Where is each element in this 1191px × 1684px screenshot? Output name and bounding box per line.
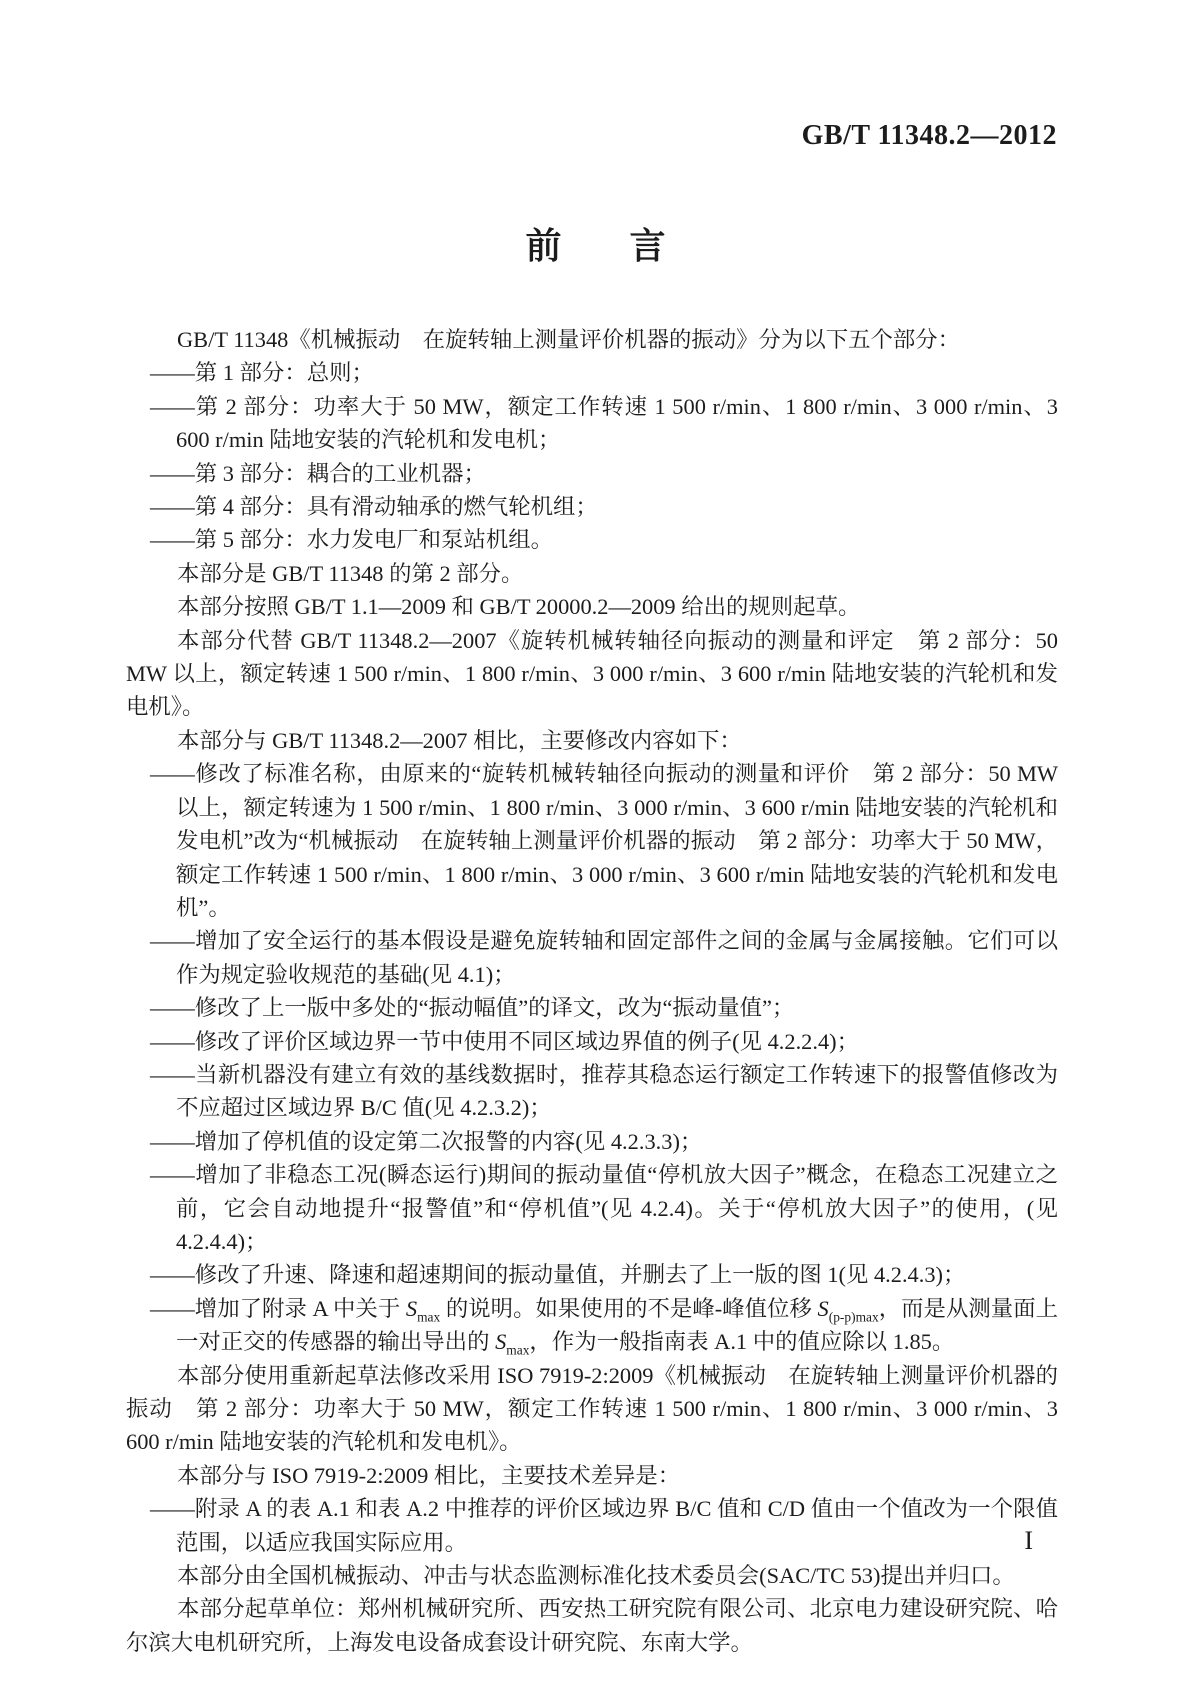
text-run: ——增加了附录 A 中关于 (150, 1295, 406, 1321)
paragraph (126, 1025, 1058, 1058)
text-run: ——增加了安全运行的基本假设是避免旋转轴和固定部件之间的金属与金属接触。它们可以作为规定验收规范的基础(见 4.1)； (150, 928, 1058, 987)
paragraph (126, 1258, 1058, 1291)
text-run: 本部分与 ISO 7919-2:2009 相比，主要技术差异是： (177, 1462, 681, 1488)
foreword-body (126, 323, 1058, 1659)
paragraph (126, 356, 1058, 389)
subscript-text: max (417, 1309, 441, 1325)
page-number: I (1024, 1526, 1033, 1555)
text-run: 本部分与 GB/T 11348.2—2007 相比，主要修改内容如下： (177, 727, 742, 753)
text-run: ——第 5 部分：水力发电厂和泵站机组。 (150, 527, 554, 553)
paragraph (126, 1125, 1058, 1158)
text-run: ——修改了上一版中多处的“振动幅值”的译文，改为“振动量值”； (150, 995, 795, 1021)
paragraph (126, 457, 1058, 490)
text-run: 的说明。如果使用的不是峰-峰值位移 (440, 1295, 818, 1321)
text-run: ——当新机器没有建立有效的基线数据时，推荐其稳态运行额定工作转速下的报警值修改为不应超过区域边界 B/C 值(见 4.2.3.2)； (150, 1061, 1058, 1121)
text-run: ——第 2 部分：功率大于 50 MW，额定工作转速 1 500 r/min、1 800 r/min、3 000 r/min、3 600 r/min 陆地安装的汽轮机和发电机； (150, 393, 1058, 453)
text-run: ——修改了升速、降速和超速期间的振动量值，并删去了上一版的图 1(见 4.2.4.3)； (150, 1262, 966, 1288)
text-run: ——第 3 部分：耦合的工业机器； (150, 460, 486, 486)
paragraph (126, 924, 1058, 991)
text-run: ——第 4 部分：具有滑动轴承的燃气轮机组； (150, 494, 598, 520)
paragraph (126, 1559, 1058, 1592)
paragraph (126, 557, 1058, 590)
text-run: 本部分起草单位：郑州机械研究所、西安热工研究院有限公司、北京电力建设研究院、哈尔滨大电机研究所，上海发电设备成套设计研究院、东南大学。 (126, 1596, 1058, 1655)
paragraph (126, 490, 1058, 523)
page-title-text: 前言 (525, 225, 734, 266)
paragraph (126, 724, 1058, 757)
text-run: ——第 1 部分：总则； (150, 360, 374, 386)
variable-symbol: S (817, 1295, 829, 1321)
paragraph (126, 624, 1058, 724)
text-run: 本部分由全国机械振动、冲击与状态监测标准化技术委员会(SAC/TC 53)提出并归口。 (177, 1563, 1015, 1589)
variable-symbol: S (495, 1329, 507, 1355)
text-run: ，作为一般指南表 A.1 中的值应除以 1.85。 (529, 1329, 955, 1355)
text-run: ——增加了停机值的设定第二次报警的内容(见 4.2.3.3)； (150, 1128, 703, 1154)
paragraph (126, 390, 1058, 457)
subscript-text: (p-p)max (828, 1309, 879, 1325)
text-run: ——修改了评价区域边界一节中使用不同区域边界值的例子(见 4.2.2.4)； (150, 1028, 860, 1054)
paragraph (126, 991, 1058, 1024)
paragraph (126, 1492, 1058, 1559)
subscript-text: max (506, 1342, 530, 1358)
paragraph (126, 1058, 1058, 1125)
paragraph (126, 1158, 1058, 1258)
paragraph (126, 323, 1058, 356)
paragraph (126, 523, 1058, 556)
paragraph (126, 1292, 1058, 1359)
text-run: 本部分代替 GB/T 11348.2—2007《旋转机械转轴径向振动的测量和评定 第 2 部分：50 MW 以上，额定转速 1 500 r/min、1 800 r/min、3 000 r/min、3 600 r/min 陆地安装的汽轮机和发电机》。 (126, 627, 1058, 720)
text-run: ——修改了标准名称，由原来的“旋转机械转轴径向振动的测量和评价 第 2 部分：50 MW 以上，额定转速为 1 500 r/min、1 800 r/min、3 000 r/min、3 600 r/min 陆地安装的汽轮机和发电机”改为“机械振动 在旋转轴上测量评价机器的振动 第 2 部分：功率大于 50 MW，额定工作转速 1 500 r/min、1 800 r/min、3 000 r/min、3 600 r/min 陆地安装的汽轮机和发电机”。 (150, 761, 1058, 920)
paragraph (126, 1459, 1058, 1492)
paragraph (126, 757, 1058, 924)
paragraph (126, 1592, 1058, 1659)
text-run: ——增加了非稳态工况(瞬态运行)期间的振动量值“停机放大因子”概念，在稳态工况建立之前，它会自动地提升“报警值”和“停机值”(见 4.2.4)。关于“停机放大因子”的使用，(见 4.2.4.4)； (150, 1162, 1058, 1254)
text-run: ，而是从测量面上一对正交的传感器的输出导出的 (176, 1295, 1059, 1355)
text-run: ——附录 A 的表 A.1 和表 A.2 中推荐的评价区域边界 B/C 值和 C/D 值由一个值改为一个限值范围，以适应我国实际应用。 (150, 1496, 1058, 1555)
paragraph (126, 590, 1058, 623)
text-run: 本部分使用重新起草法修改采用 ISO 7919-2:2009《机械振动 在旋转轴上测量评价机器的振动 第 2 部分：功率大于 50 MW，额定工作转速 1 500 r/min、1 800 r/min、3 000 r/min、3 600 r/min 陆地安装的汽轮机和发电机》。 (126, 1362, 1058, 1455)
variable-symbol: S (405, 1295, 418, 1321)
text-run: 本部分按照 GB/T 1.1—2009 和 GB/T 20000.2—2009 给出的规则起草。 (177, 594, 861, 620)
text-run: 本部分是 GB/T 11348 的第 2 部分。 (177, 560, 524, 586)
text-run: GB/T 11348《机械振动 在旋转轴上测量评价机器的振动》分为以下五个部分： (177, 327, 961, 352)
paragraph (126, 1359, 1058, 1459)
standard-number: GB/T 11348.2—2012 (801, 120, 1057, 151)
